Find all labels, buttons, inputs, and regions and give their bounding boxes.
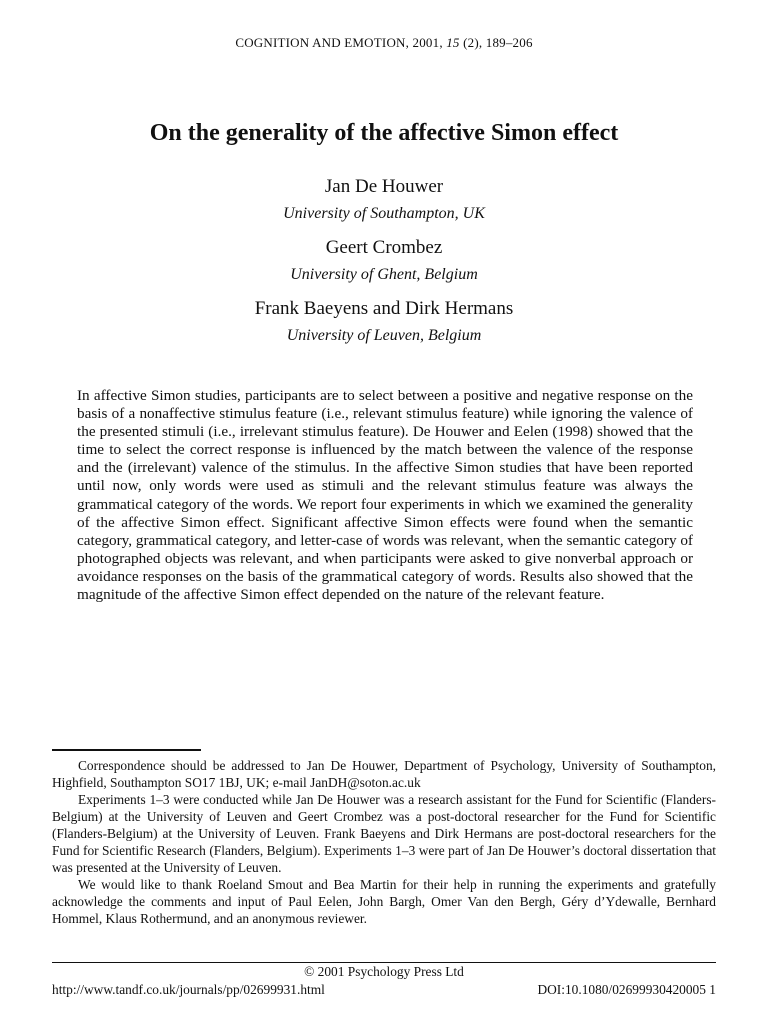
- journal-issue-pages: (2), 189–206: [463, 35, 533, 50]
- journal-name: COGNITION AND EMOTION, 2001,: [235, 35, 443, 50]
- journal-volume: 15: [446, 35, 460, 50]
- footnote-funding: Experiments 1–3 were conducted while Jan De Houwer was a research assistant for the Fund for Scientific (Flanders-Belgium) at the University of Leuven and Geert Crombez was a post-doctoral researcher for the Fund for Scientific (Flanders-Belgium) at the University of Leuven. Frank Baeyens and Dirk Hermans are post-doctoral researchers for the Fund for Scientific Research (Flanders, Belgium). Experiments 1–3 were part of Jan De Houwer’s doctoral dissertation that was presented at the University of Leuven.: [52, 792, 716, 875]
- doi: DOI:10.1080/02699930420005 1: [537, 982, 716, 997]
- author-name: Jan De Houwer: [324, 176, 444, 197]
- footnote-acknowledgements: We would like to thank Roeland Smout and Bea Martin for their help in running the experiments and gratefully acknowledge the comments and input of Paul Eelen, John Bargh, Omer Van den Bergh, Géry d’Ydewalle, Bernhard Hommel, Klaus Rothermund, and an anonymous reviewer.: [52, 877, 716, 926]
- abstract: In affective Simon studies, participants are to select between a positive and negative response on the basis of a nonaffective stimulus feature (i.e., relevant stimulus feature) while ignoring the valence of the presented stimuli (i.e., irrelevant stimulus feature). De Houwer and Eelen (1998) showed that the time to select the correct response is influenced by the match between the valence of the response and the (irrelevant) valence of the stimulus. In the affective Simon studies that have been reported until now, only words were used as stimuli and the relevant stimulus feature was always the grammatical category of the words. We report four experiments in which we examined the generality of the affective Simon effect. Significant affective Simon effects were found when the semantic category, grammatical category, and letter-case of words was relevant, when the semantic category of photographed objects was relevant, and when participants were asked to give nonverbal approach or avoidance responses on the basis of the grammatical category of words. Results also showed that the magnitude of the affective Simon effect depended on the nature of the relevant feature.: [77, 387, 693, 604]
- paper-title: On the generality of the affective Simon effect: [149, 120, 619, 146]
- footnotes: [52, 757, 716, 927]
- author-affiliation: University of Ghent, Belgium: [290, 266, 478, 283]
- footer-divider: [52, 962, 716, 963]
- author-affiliation: University of Southampton, UK: [283, 205, 485, 222]
- journal-header: [0, 35, 768, 51]
- author-name: Geert Crombez: [325, 237, 443, 258]
- journal-url-link[interactable]: http://www.tandf.co.uk/journals/pp/02699931.html: [52, 982, 325, 997]
- footnote-correspondence: Correspondence should be addressed to Jan De Houwer, Department of Psychology, University of Southampton, Highfield, Southampton SO17 1BJ, UK; e-mail JanDH@soton.ac.uk: [52, 758, 716, 790]
- copyright-line: © 2001 Psychology Press Ltd: [304, 964, 464, 979]
- author-affiliation: University of Leuven, Belgium: [286, 327, 482, 344]
- footnote-divider: [52, 749, 201, 751]
- author-name: Frank Baeyens and Dirk Hermans: [254, 298, 514, 319]
